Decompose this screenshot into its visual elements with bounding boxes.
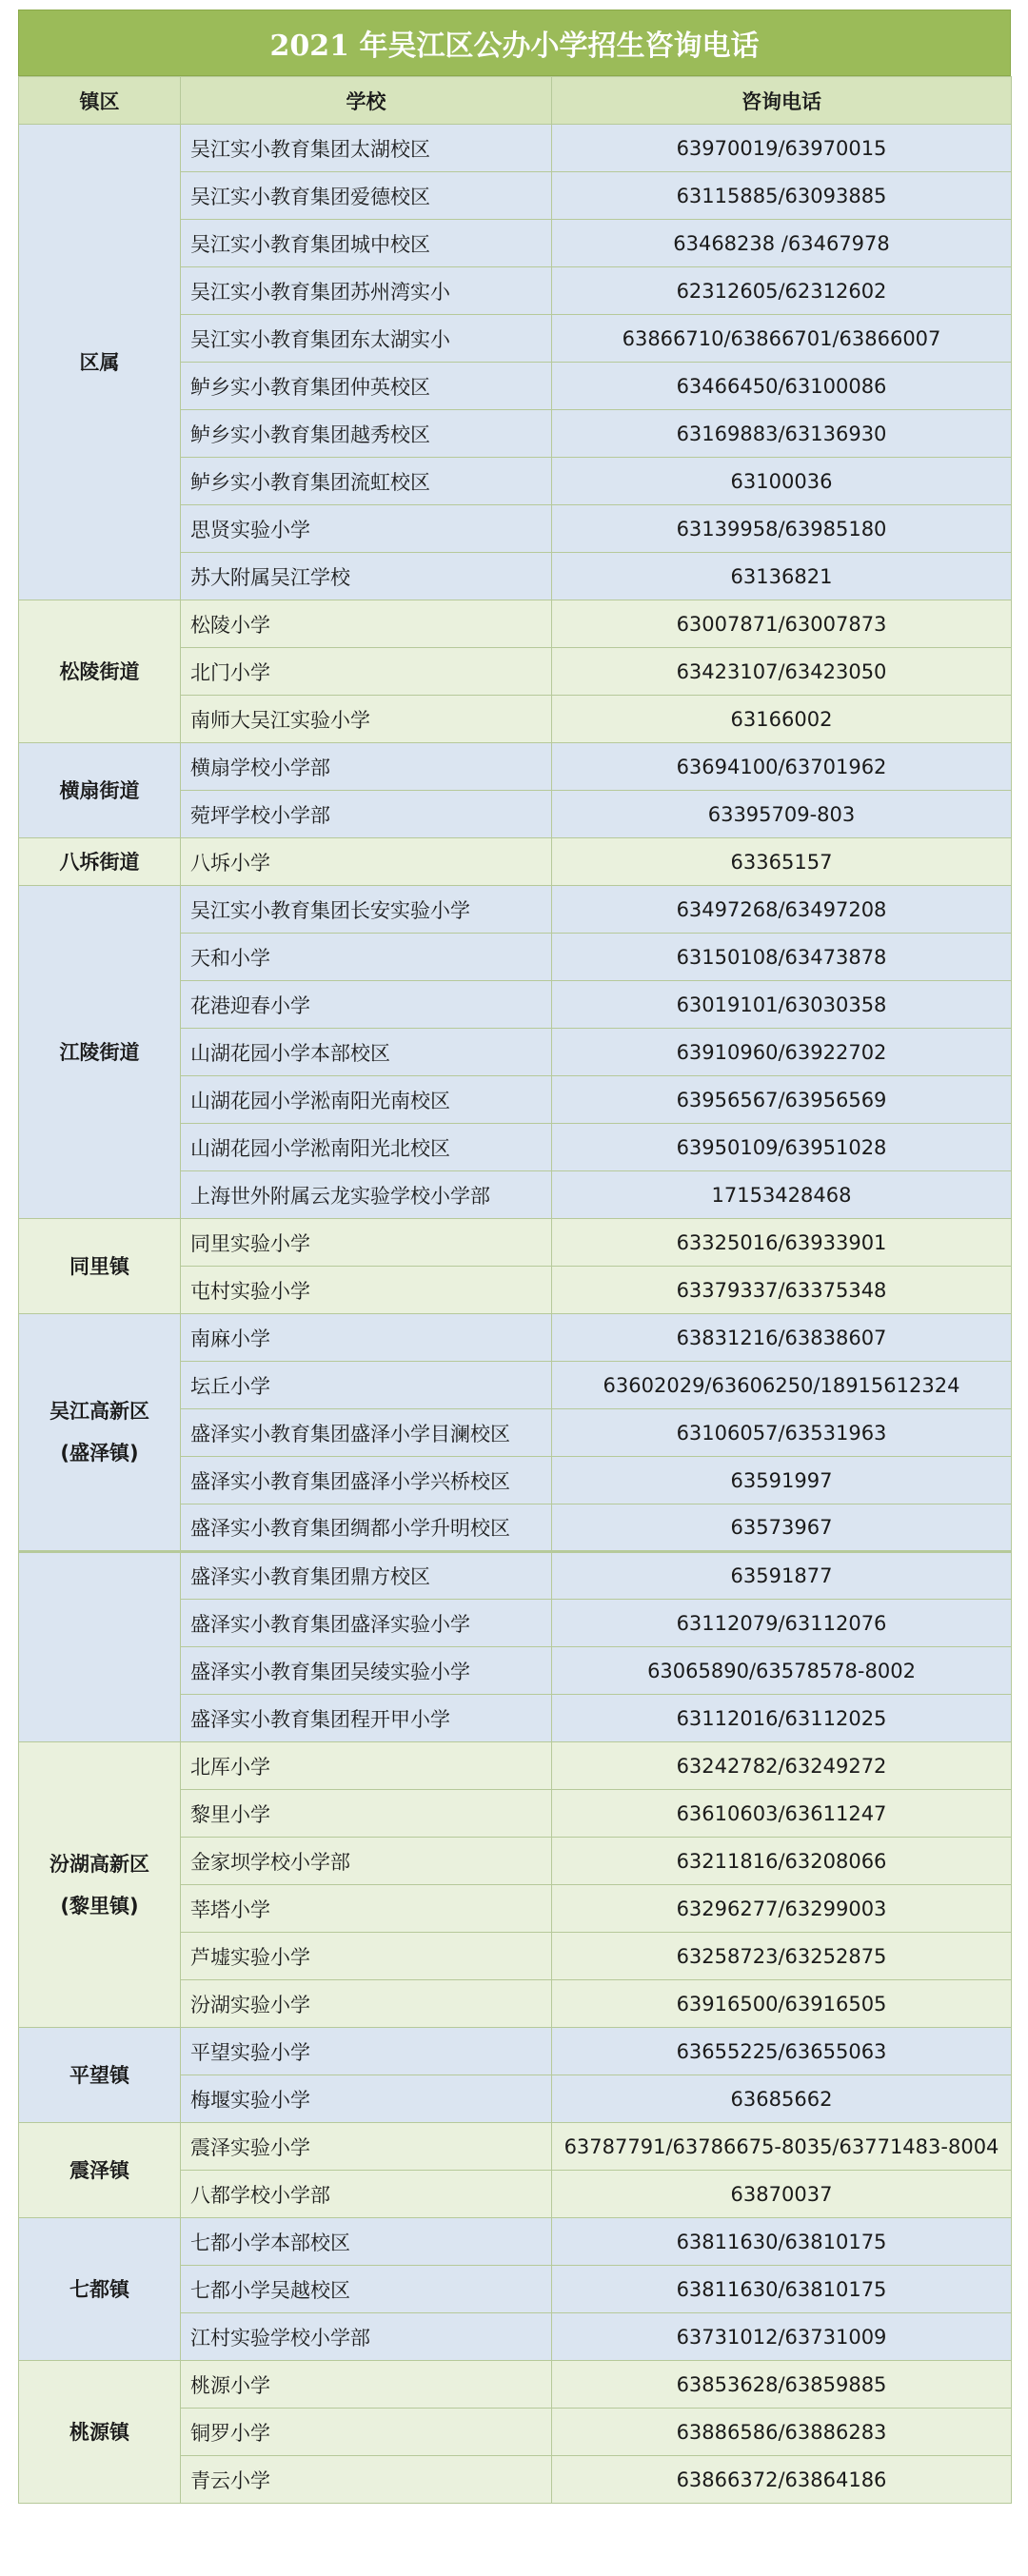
school-name: 松陵小学: [181, 600, 552, 648]
school-name: 鲈乡实小教育集团越秀校区: [181, 410, 552, 458]
phone-number: 63106057/63531963: [552, 1409, 1012, 1457]
school-name: 盛泽实小教育集团鼎方校区: [181, 1552, 552, 1600]
phone-number: 63166002: [552, 696, 1012, 743]
school-name: 苏大附属吴江学校: [181, 553, 552, 600]
phone-number: 63296277/63299003: [552, 1885, 1012, 1933]
phone-number: 63150108/63473878: [552, 934, 1012, 981]
table-row: [19, 1742, 1012, 1790]
table-body: [19, 125, 1012, 2504]
phone-number: 63602029/63606250/18915612324: [552, 1362, 1012, 1409]
table-row: [19, 2123, 1012, 2171]
phone-number: 63468238 /63467978: [552, 220, 1012, 267]
school-name: 吴江实小教育集团苏州湾实小: [181, 267, 552, 315]
district-label: (黎里镇): [60, 1894, 139, 1917]
school-name: 吴江实小教育集团东太湖实小: [181, 315, 552, 363]
phone-number: 63211816/63208066: [552, 1838, 1012, 1885]
school-name: 吴江实小教育集团爱德校区: [181, 172, 552, 220]
school-name: 八坼小学: [181, 838, 552, 886]
school-name: 南麻小学: [181, 1314, 552, 1362]
phone-number: 63112016/63112025: [552, 1695, 1012, 1742]
school-name: 桃源小学: [181, 2361, 552, 2409]
school-name: 吴江实小教育集团城中校区: [181, 220, 552, 267]
district-label: 汾湖高新区: [49, 1852, 149, 1876]
district-cell: [19, 1552, 181, 1742]
school-name: 芦墟实验小学: [181, 1933, 552, 1980]
school-name: 北门小学: [181, 648, 552, 696]
header-district: 镇区: [19, 77, 181, 125]
school-name: 南师大吴江实验小学: [181, 696, 552, 743]
phone-number: 63115885/63093885: [552, 172, 1012, 220]
school-name: 鲈乡实小教育集团流虹校区: [181, 458, 552, 505]
school-name: 北厍小学: [181, 1742, 552, 1790]
district-label: 平望镇: [69, 2063, 129, 2087]
school-name: 天和小学: [181, 934, 552, 981]
phone-number: 63112079/63112076: [552, 1600, 1012, 1647]
school-name: 盛泽实小教育集团吴绫实验小学: [181, 1647, 552, 1695]
phone-number: 63956567/63956569: [552, 1076, 1012, 1124]
phone-number: 63365157: [552, 838, 1012, 886]
phone-number: 63591997: [552, 1457, 1012, 1504]
school-name: 花港迎春小学: [181, 981, 552, 1029]
school-name: 鲈乡实小教育集团仲英校区: [181, 363, 552, 410]
phone-number: 63573967: [552, 1504, 1012, 1552]
school-name: 盛泽实小教育集团盛泽小学目澜校区: [181, 1409, 552, 1457]
school-name: 八都学校小学部: [181, 2171, 552, 2218]
table-row: [19, 1552, 1012, 1600]
school-name: 汾湖实验小学: [181, 1980, 552, 2028]
school-name: 盛泽实小教育集团盛泽小学兴桥校区: [181, 1457, 552, 1504]
district-cell: [19, 1314, 181, 1552]
phone-table-container: [18, 10, 1011, 2504]
district-label: (盛泽镇): [60, 1442, 139, 1465]
district-cell: [19, 838, 181, 886]
phone-number: 63731012/63731009: [552, 2313, 1012, 2361]
district-cell: [19, 125, 181, 600]
phone-number: 63694100/63701962: [552, 743, 1012, 791]
district-label: 七都镇: [69, 2277, 129, 2301]
table-row: [19, 886, 1012, 934]
phone-number: 63870037: [552, 2171, 1012, 2218]
district-label: 震泽镇: [69, 2158, 129, 2182]
school-name: 莘塔小学: [181, 1885, 552, 1933]
school-name: 同里实验小学: [181, 1219, 552, 1267]
school-name: 山湖花园小学本部校区: [181, 1029, 552, 1076]
table-row: [19, 125, 1012, 172]
phone-number: 62312605/62312602: [552, 267, 1012, 315]
district-cell: [19, 743, 181, 838]
district-label: 吴江高新区: [49, 1400, 149, 1423]
phone-number: 63466450/63100086: [552, 363, 1012, 410]
school-name: 青云小学: [181, 2456, 552, 2504]
phone-number: 63139958/63985180: [552, 505, 1012, 553]
district-cell: [19, 600, 181, 743]
phone-number: 63866710/63866701/63866007: [552, 315, 1012, 363]
school-name: 上海世外附属云龙实验学校小学部: [181, 1171, 552, 1219]
header-phone: 咨询电话: [552, 77, 1012, 125]
school-name: 平望实验小学: [181, 2028, 552, 2075]
phone-number: 63497268/63497208: [552, 886, 1012, 934]
school-name: 吴江实小教育集团长安实验小学: [181, 886, 552, 934]
school-name: 盛泽实小教育集团盛泽实验小学: [181, 1600, 552, 1647]
phone-number: 63019101/63030358: [552, 981, 1012, 1029]
phone-number: 63950109/63951028: [552, 1124, 1012, 1171]
district-label: 横扇街道: [59, 778, 140, 802]
district-label: 同里镇: [69, 1254, 129, 1278]
table-row: [19, 1314, 1012, 1362]
phone-number: 63787791/63786675-8035/63771483-8004: [552, 2123, 1012, 2171]
table-row: [19, 743, 1012, 791]
phone-number: 63242782/63249272: [552, 1742, 1012, 1790]
phone-number: 63685662: [552, 2075, 1012, 2123]
school-name: 七都小学本部校区: [181, 2218, 552, 2266]
phone-number: 63853628/63859885: [552, 2361, 1012, 2409]
school-name: 七都小学吴越校区: [181, 2266, 552, 2313]
school-name: 盛泽实小教育集团绸都小学升明校区: [181, 1504, 552, 1552]
school-name: 屯村实验小学: [181, 1267, 552, 1314]
school-name: 盛泽实小教育集团程开甲小学: [181, 1695, 552, 1742]
table-row: [19, 2361, 1012, 2409]
school-name: 坛丘小学: [181, 1362, 552, 1409]
phone-number: 63065890/63578578-8002: [552, 1647, 1012, 1695]
phone-number: 63610603/63611247: [552, 1790, 1012, 1838]
phone-number: 63136821: [552, 553, 1012, 600]
school-name: 菀坪学校小学部: [181, 791, 552, 838]
school-name: 山湖花园小学淞南阳光北校区: [181, 1124, 552, 1171]
phone-number: 63655225/63655063: [552, 2028, 1012, 2075]
district-label: 江陵街道: [59, 1040, 140, 1064]
phone-number: 63831216/63838607: [552, 1314, 1012, 1362]
school-name: 金家坝学校小学部: [181, 1838, 552, 1885]
phone-number: 63258723/63252875: [552, 1933, 1012, 1980]
school-name: 江村实验学校小学部: [181, 2313, 552, 2361]
phone-number: 63169883/63136930: [552, 410, 1012, 458]
school-name: 铜罗小学: [181, 2409, 552, 2456]
district-cell: [19, 2361, 181, 2504]
school-name: 吴江实小教育集团太湖校区: [181, 125, 552, 172]
district-label: 八坼街道: [59, 850, 140, 874]
school-name: 思贤实验小学: [181, 505, 552, 553]
phone-table: [18, 76, 1012, 2504]
phone-number: 63886586/63886283: [552, 2409, 1012, 2456]
phone-number: 63379337/63375348: [552, 1267, 1012, 1314]
district-cell: [19, 2218, 181, 2361]
table-row: [19, 1219, 1012, 1267]
header-row: [19, 77, 1012, 125]
table-title: 2021 年吴江区公办小学招生咨询电话: [18, 10, 1011, 76]
phone-number: 63811630/63810175: [552, 2218, 1012, 2266]
school-name: 横扇学校小学部: [181, 743, 552, 791]
phone-number: 63916500/63916505: [552, 1980, 1012, 2028]
school-name: 山湖花园小学淞南阳光南校区: [181, 1076, 552, 1124]
phone-number: 63866372/63864186: [552, 2456, 1012, 2504]
table-row: [19, 2028, 1012, 2075]
phone-number: 63591877: [552, 1552, 1012, 1600]
school-name: 黎里小学: [181, 1790, 552, 1838]
phone-number: 63100036: [552, 458, 1012, 505]
phone-number: 63007871/63007873: [552, 600, 1012, 648]
district-cell: [19, 2123, 181, 2218]
district-cell: [19, 886, 181, 1219]
phone-number: 63811630/63810175: [552, 2266, 1012, 2313]
table-row: [19, 838, 1012, 886]
phone-number: 63395709-803: [552, 791, 1012, 838]
table-row: [19, 2218, 1012, 2266]
district-cell: [19, 1742, 181, 2028]
district-label: 区属: [79, 350, 120, 374]
header-school: 学校: [181, 77, 552, 125]
phone-number: 63970019/63970015: [552, 125, 1012, 172]
school-name: 震泽实验小学: [181, 2123, 552, 2171]
phone-number: 17153428468: [552, 1171, 1012, 1219]
phone-number: 63325016/63933901: [552, 1219, 1012, 1267]
district-label: 桃源镇: [69, 2420, 129, 2444]
phone-number: 63910960/63922702: [552, 1029, 1012, 1076]
school-name: 梅堰实验小学: [181, 2075, 552, 2123]
phone-number: 63423107/63423050: [552, 648, 1012, 696]
district-cell: [19, 1219, 181, 1314]
table-row: [19, 600, 1012, 648]
district-label: 松陵街道: [59, 659, 140, 683]
district-cell: [19, 2028, 181, 2123]
